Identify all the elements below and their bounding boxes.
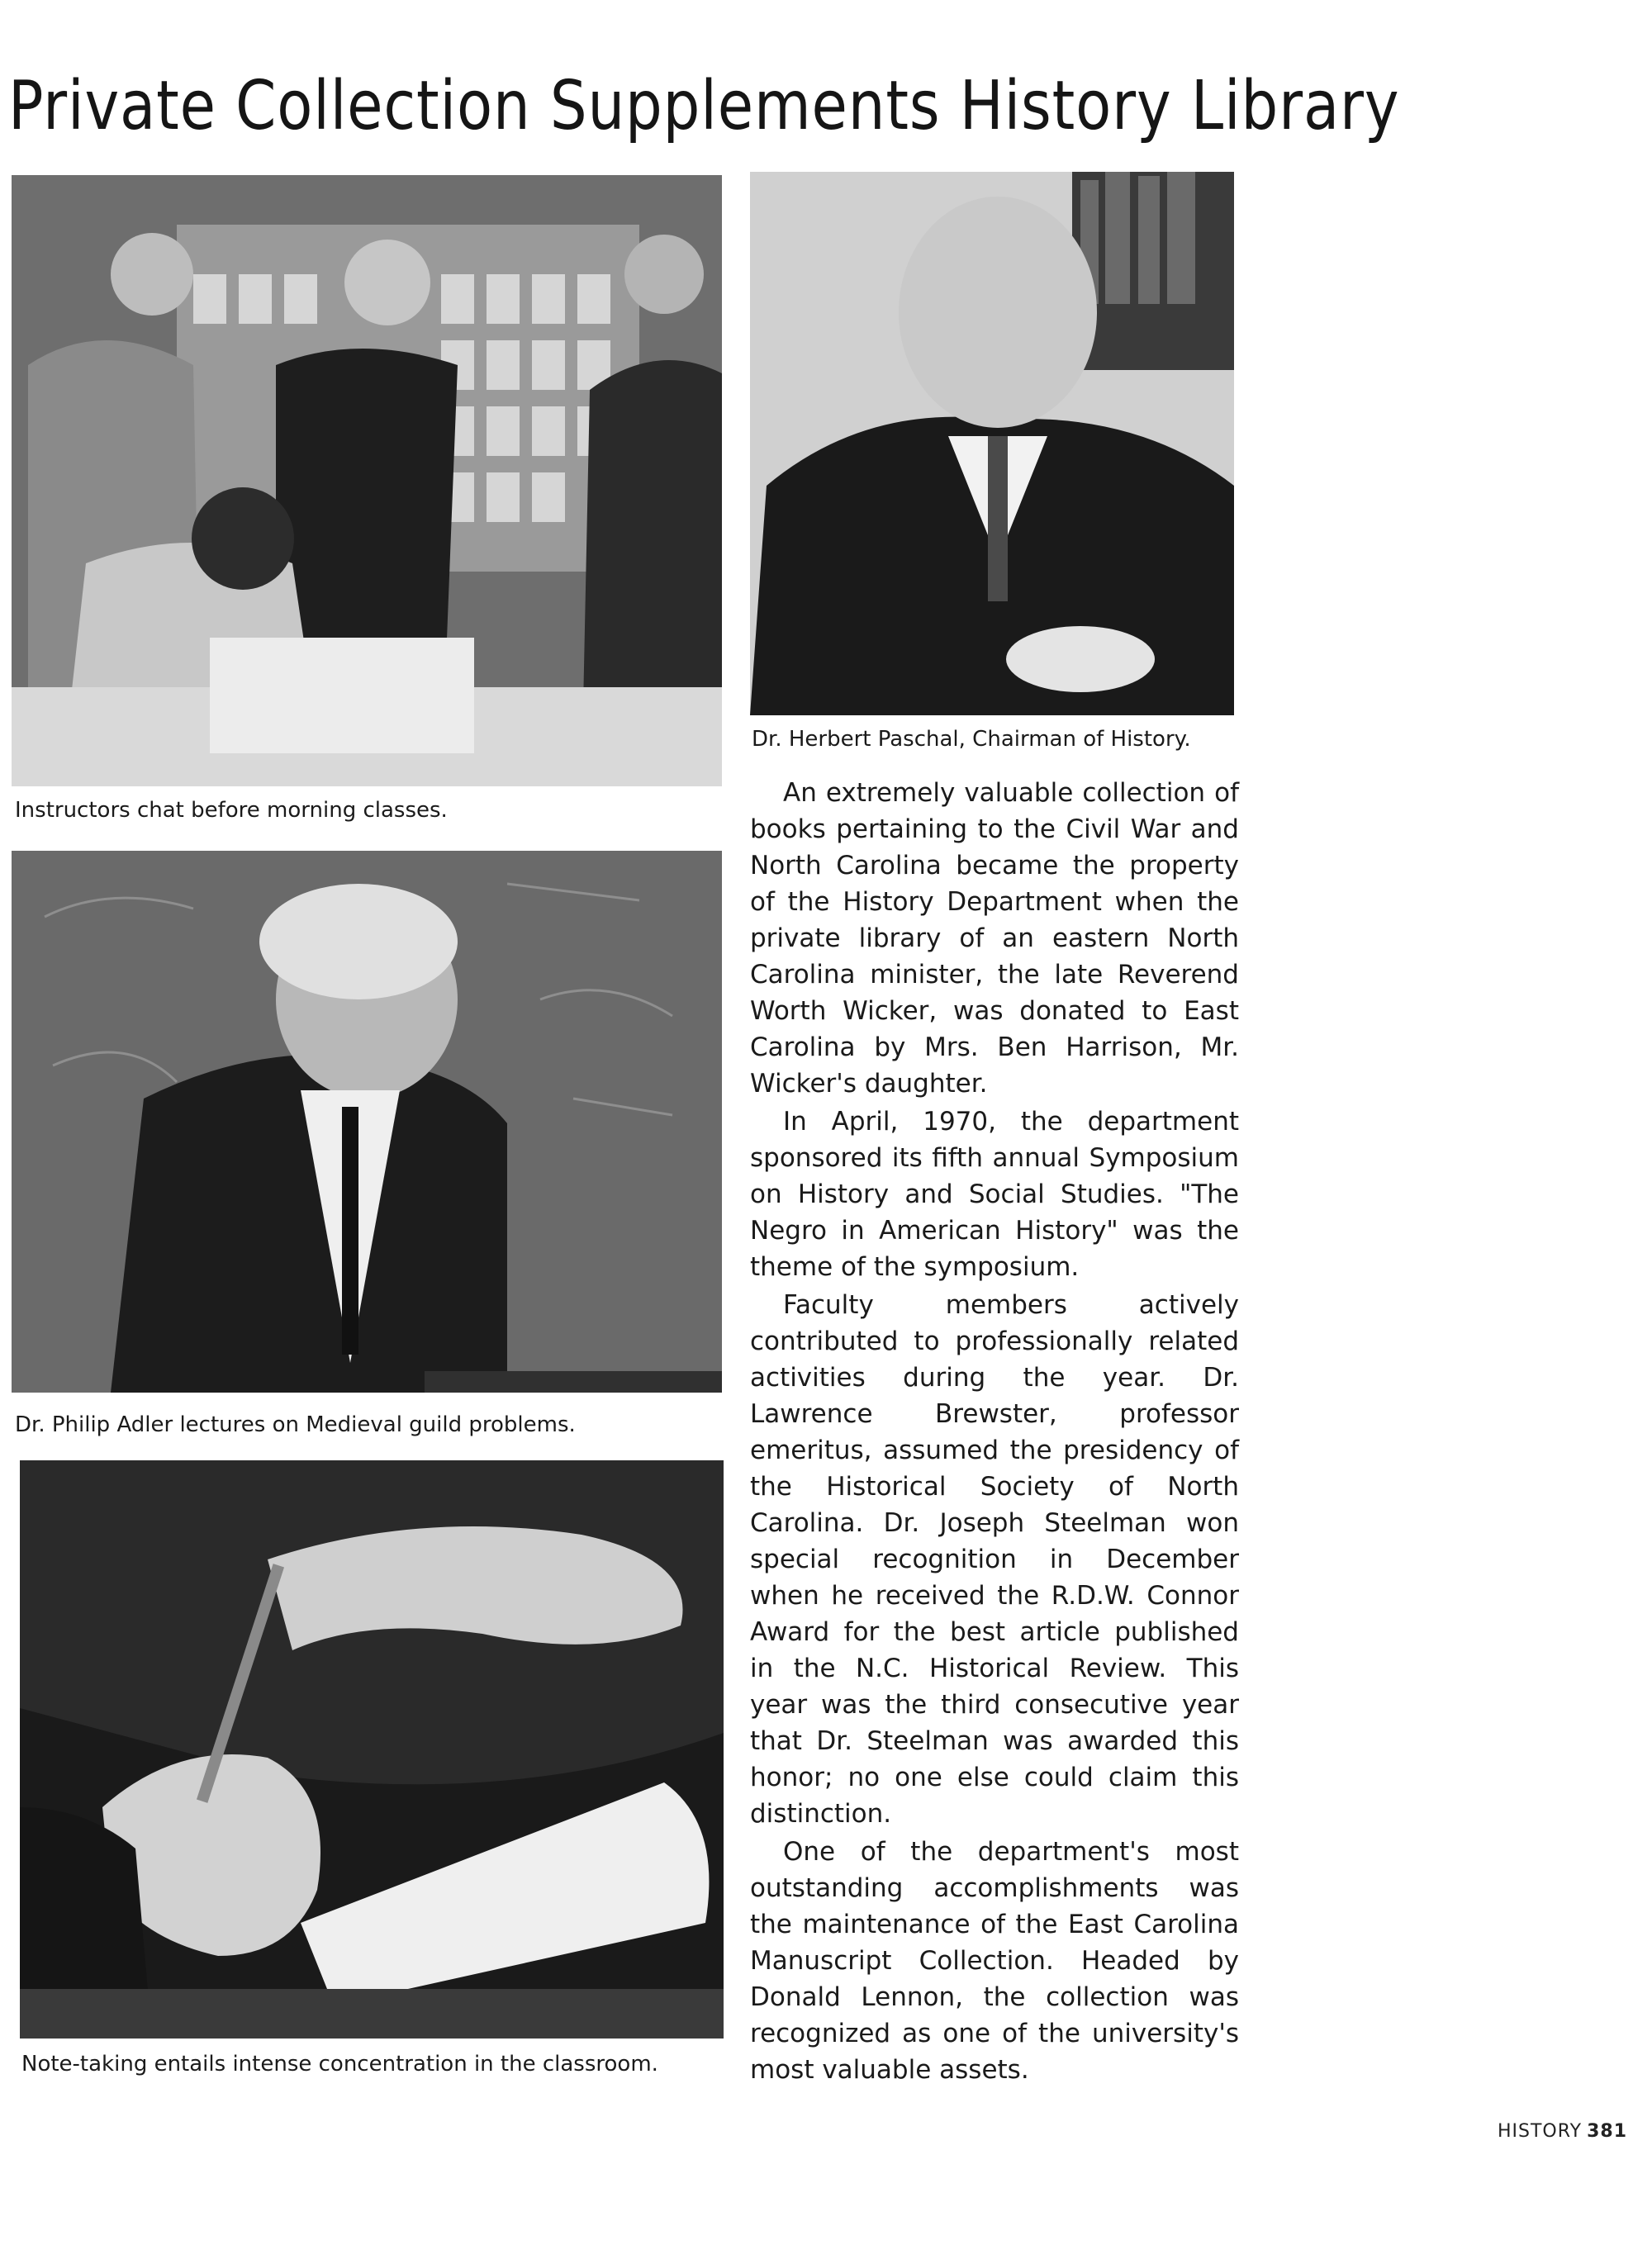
article-paragraph: In April, 1970, the department sponsored its fifth annual Symposium on History and Social Studies. "The Negro in American History" was the theme of the symposium. <box>750 1107 1239 1282</box>
caption-paschal: Dr. Herbert Paschal, Chairman of History. <box>752 727 1191 752</box>
folio-page-number: 381 <box>1587 2121 1628 2142</box>
caption-notetaking: Note-taking entails intense concentration in the classroom. <box>21 2052 658 2077</box>
photo-notetaking <box>20 1460 724 2039</box>
article-body <box>750 775 1239 2090</box>
photo-instructors <box>12 175 722 786</box>
paschal-photo-image <box>750 172 1234 715</box>
instructors-photo-image <box>12 175 722 786</box>
notetaking-photo-image <box>20 1460 724 2039</box>
page-folio <box>1498 2121 1627 2142</box>
caption-adler: Dr. Philip Adler lectures on Medieval guild problems. <box>15 1412 576 1437</box>
caption-instructors: Instructors chat before morning classes. <box>15 798 448 823</box>
folio-section: HISTORY <box>1498 2121 1583 2142</box>
photo-adler <box>12 851 722 1393</box>
adler-photo-image <box>12 851 722 1393</box>
photo-paschal <box>750 172 1234 715</box>
article-paragraph: One of the department's most outstanding accomplishments was the maintenance of the East Carolina Manuscript Collection. Headed by Donald Lennon, the collection was recognized as one of the university's most valuable assets. <box>750 1837 1239 2085</box>
article-paragraph: An extremely valuable collection of books pertaining to the Civil War and North Carolina became the property of the History Department when the private library of an eastern North Carolina minister, the late Reverend Worth Wicker, was donated to East Carolina by Mrs. Ben Harrison, Mr. Wicker's daughter. <box>750 778 1239 1099</box>
page-title: Private Collection Supplements History Library <box>8 67 1400 145</box>
article-paragraph: Faculty members actively contributed to professionally related activities during the year. Dr. Lawrence Brewster, professor emeritus, assumed the presidency of the Historical Society of North Carolina. Dr. Joseph Steelman won special recognition in December when he received the R.D.W. Connor Award for the best article published in the N.C. Historical Review. This year was the third consecutive year that Dr. Steelman was awarded this honor; no one else could claim this distinction. <box>750 1290 1239 1829</box>
